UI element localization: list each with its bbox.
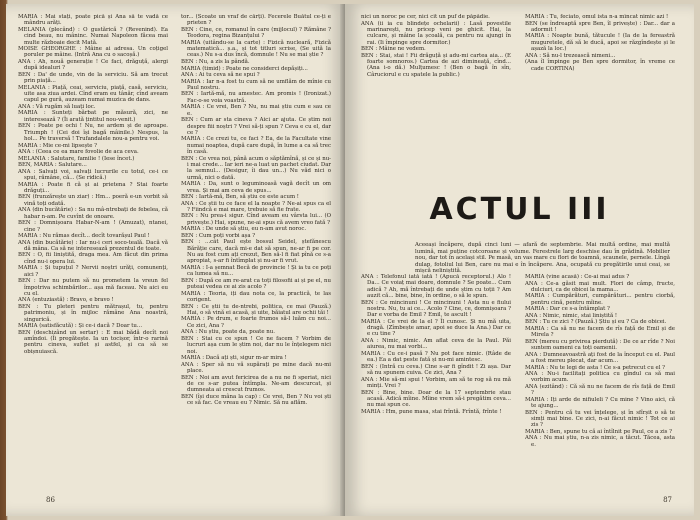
dialogue-line: ANA (entuziastă) : Bravo, e bravo ! bbox=[18, 297, 114, 304]
dialogue-line: MARIA : Și tupuțul ? Nervii noștri urăți, comunenți, aici ? bbox=[18, 265, 168, 278]
dialogue-line: MELANIA (plecând) : O gustărică ? (Revenind). Ea cind beau, nu mâninc. Numai Napoleon făcea mai multe războaie decit Mată. bbox=[18, 26, 168, 46]
dialogue-line: MARIA : Ben, spune tu că ai întîlnit pe Paul, ce a zis ? bbox=[525, 428, 673, 435]
dialogue-line: BEN : ...cât Paul ește bossul Seidel, ștefănescu Bărăție care, dacă mi-e dat să spun, ne-ar fi pe cor. Nu au fost cum ați crezut, Ben să-l fi fiat pînă ce s-a apropiat, s-ar fi întîmplat și nu-ar fi vrut. bbox=[181, 239, 331, 265]
dialogue-line: ANA : Nu știu, poate da, poate nu. bbox=[181, 329, 275, 336]
dialogue-line: MARIA : Mai stați, poate pică și Ana să te vadă ce mândru arăți. bbox=[18, 14, 168, 27]
left-column-2 bbox=[181, 14, 331, 484]
dialogue-line: ANA : Nu mai știu, n-a zis nimic, a tăcut. Tăcea, asta e. bbox=[525, 435, 675, 448]
dialogue-line: MARIA : Hm, pune masa, stai frîntă. Frîntă, frînte ! bbox=[361, 408, 502, 415]
dialogue-line: MARIA (uitându-se la carte) : Fizică nucleară, Fizică matematică... ș.a., și tot titluri scrise, (Se uită la ceas.) Nu s-a dus încă, domnule ! Nu se mai știe ? bbox=[181, 39, 331, 59]
dialogue-line: MARIA : Iar n-a fost tu cum să ne umflăm de mînie cu Paul nostru. bbox=[181, 78, 331, 91]
dialogue-line: MARIA : Nu te legi de asta ! Ce s-a petrecut cu el ? bbox=[525, 364, 666, 371]
dialogue-line: BEN : O, fii liniștită, draga mea. Am făcut din prima cînd nu-i opera lui. bbox=[18, 252, 168, 265]
dialogue-line: MARIA : Ce vrei de la el ? Îl cunosc. Și nu mă uita, dragă. (Zîmbește amar, apoi se duce la Ana.) Dar ce e cu tine ? bbox=[361, 318, 511, 338]
dialogue-line: BEN : Cum ar sta cineva ? Aici ar ajuta. Ce știm noi despre fiii noștri ? Vrei să-ți spun ? Ceva e cu el, dar ce ? bbox=[181, 117, 331, 136]
dialogue-line: MARIA : Mie ce-mi lipsește ? bbox=[18, 142, 98, 149]
dialogue-line: MARIA : Poate fi că și ai prietena ? Stai foarte drăguți... bbox=[18, 181, 168, 194]
dialogue-line: MARIA : Cumpărături, cumpărături... pentru ciorbă, pentru cină, pentru mîine. bbox=[525, 293, 675, 306]
dialogue-line: BEN : Dar nu putem să nu prometem la vreun fel împotriva schimbărilor... așa mă faceau. Nu aici eu cu el. bbox=[18, 278, 168, 297]
dialogue-line: MARIA : Tu, feciato, omul ista n-a mîncat nimic azi ! bbox=[525, 14, 669, 20]
dialogue-line: ANA (ezitând) : Că să nu ne facem de rîs față de Emil ? bbox=[525, 383, 675, 397]
dialogue-line: MARIA : Da, sunt o leguminoasă vagă decît un om vrea. Și mai am ceva de spus... bbox=[181, 181, 331, 194]
dialogue-line: BEN : Iartă-mă, nu amestec. Am promis ! (Ironizat.) Fac-o-se voia voastră. bbox=[181, 91, 331, 104]
dialogue-line: ANA : Dumneavoastră ați fost de la început cu el. Paul a fost mereu plecat, dar acum... bbox=[525, 351, 675, 364]
left-column-1 bbox=[18, 14, 168, 484]
dialogue-line: ANA : Vă rugăm să luați loc. bbox=[18, 103, 96, 110]
dialogue-line: BEN (mereu cu privirea pierdută) : De ce ar rîde ? Noi suntem oameni ca toți oamenii. bbox=[525, 338, 675, 352]
dialogue-line: MARIA : Ca să nu ne facem de rîs față de Emil și de Mirela ? bbox=[525, 325, 675, 339]
dialogue-line: MELANIA : Salutare, familie ! (Iese încet.) bbox=[18, 155, 135, 162]
dialogue-line: MELANIA : Piață, ceai, serviciu, piață, casă, serviciu, uite asa ziua ardei. Cînd eram eu tânăr, cînd aveam capul pe gură, auzeam numai muzica de dans. bbox=[18, 84, 168, 104]
left-page bbox=[6, 4, 345, 516]
dialogue-line: ANA : Ah, nouă generație ! Ce faci, drăguță, alergi după idealuri ? bbox=[18, 58, 168, 72]
dialogue-line: ANA : Nimic, nimic. Am aflat ceva de la Paul. Păi aiurea, nu mai vorbi... bbox=[361, 338, 511, 351]
dialogue-line: BEN : Mâine ne vedem. bbox=[361, 46, 426, 53]
dialogue-line: MARIA : Ce vrei, Ben ? Nu, nu mai știu cum e sau ce e. bbox=[181, 104, 331, 117]
page-number-right: 87 bbox=[663, 496, 672, 504]
dialogue-line: BEN : Domnișoara Habar-N-am ! (Amuzat), ntanei, cine ? bbox=[18, 220, 168, 233]
dialogue-line: ANA : Ai tu ceva să ne spui ? bbox=[181, 72, 260, 79]
dialogue-line: ANA (din bucătărie) : Iar nu-i ceri soco-teală. Dacă vă dă mâna. Ca să ne interesează prezentul de toate. bbox=[18, 239, 168, 252]
dialogue-line: MARIA : Nu rămas decît... decît tovarășul Paul ! bbox=[18, 233, 150, 240]
dialogue-line: MOISE GHEORGHE : Mâine ai adresa. Un coțigel poruler pe mâine. (Intră Ana cu o sacoșă.) bbox=[18, 46, 168, 59]
dialogue-line: ANA : Ce știi tu ce face el la noapte ? Ne-ai spus ca el ? Fiindcă e mai mare, trebuie să fie frate. bbox=[181, 200, 331, 213]
dialogue-line: BEN (se îndreaptă spre Ben, îl privește) : Dar... dar a adormit ! bbox=[525, 20, 675, 33]
dialogue-line: ANA : Sper să nu vă supărați pe mine dacă nu-mi place. bbox=[181, 361, 331, 374]
dialogue-line: BEN : Pentru că tu vei înțelege, și în sfîrșit o să te simți mai bine. Ce zici, n-ai făcut nimic ! Tot ce ai zis ? bbox=[525, 409, 675, 429]
dialogue-line: BEN (deschizând un sertar) : E mai bădă decît noi amîndoi. (Îi pregătește. Ia un tocișor, într-o rarină pentru cineva, suflet și astfel, și ca să se obișnuiască. bbox=[18, 329, 168, 355]
dialogue-line: ANA : Salvați voi, salvați lucrurile cu totul, ce-i ce spui, rămâne, că... (Se ridică.) bbox=[18, 168, 168, 182]
dialogue-line: BEN (își duce mâna la cap) : Ce vrei, Ben ? Nu voi ști ce să fac. Ce vreau eu ? Nimic. Să nu aflăm. bbox=[181, 393, 331, 407]
dialogue-line: tor... (Scoate un vraf de cărți). Fecerele Buătul ce-ți e prieten ? bbox=[181, 14, 331, 27]
dialogue-line: MARIA : I-a șemnat Becă de provincie ! Și ia tu ce poți ca lumea să nu... bbox=[181, 264, 331, 278]
dialogue-line: ANA : Mie să-mi spui ! Vorbim, am să te rog să nu mă minți. Vrei ? bbox=[361, 376, 511, 389]
dialogue-line: BEN : Cine, ce, romanul în care (mijlocul) ? Rămâne ? Teodora, regina Bizanțului ? bbox=[181, 26, 331, 40]
dialogue-line: ANA : Nu-i facilitați politica cu gîndul ca să mai vorbim acum. bbox=[525, 371, 675, 384]
dialogue-line: BEN : (Intră cu ceva.) Cine s-ar fi gîndit ! Zi așa. Dar să nu spunem cuiva. Ce zici, Ana ? bbox=[361, 363, 511, 377]
dialogue-line: BEN : Iartă-mă, Ben, să știu ce este acum ! bbox=[181, 194, 299, 201]
dialogue-line: BEN : Ce vrea noi, până acum o săptămînă, și ce și nu-i mai crede... Iar ieri ne-a luat un pachet ciudat. Dar la semnul... (Desigur, îi dau un...) Nu văd nici o urmă, nici o dată. bbox=[181, 155, 331, 181]
dialogue-line: BEN : Nu, a zis la pândă. bbox=[181, 58, 250, 65]
dialogue-line: BEN : După ce am re-arat ca toți filosofii ai și pe el, nu puteai vedea ce ai zis acolo ? bbox=[181, 277, 331, 291]
dialogue-line: MARIA : De unde să știu, eu n-am avut noroc. bbox=[181, 226, 307, 233]
dialogue-line: BEN : Stai, stai ! Fii drăguță și adu-mi cartea aia... (E foarte somnoros.) Cartea de azi dimineață, cînd... (Ana i-o dă.) Mulțumesc ! (Ben o bagă în sîn, Câruciorul e cu spatele la public.) bbox=[361, 52, 511, 78]
dialogue-line: MARIA : Sunteți bărbat pe măsură, zici, ne interesează ? (Îi arată țintitul nou-venit.) bbox=[18, 110, 168, 123]
dialogue-line: nici un noroc pe cer, nici cit un puf de păpădie. bbox=[361, 14, 490, 20]
dialogue-line: MARIA : Dar ce s-a întâmplat ? bbox=[525, 306, 610, 313]
act-title: ACTUL III bbox=[429, 192, 610, 227]
dialogue-line: MARIA : Cu ce-i pasă ? Nu pot face nimic. (Râde de ea.) Ea a dat peste fată și nu-mi amintesc. bbox=[361, 350, 511, 364]
dialogue-line: BEN : Ce mincinuni ! Ce mincinuni ! Asta nu e fiului nostru. Nu, tu ai ce... Acolo ? Cine, ce, domnișoara ? Dar e vorba de Emil ? Emil, te ascult ! bbox=[361, 299, 511, 319]
dialogue-line: ANA : Ce-a găsit mai mult. Flori de câmp, fructe, dulciuri, ca de obicei la mama... bbox=[525, 280, 675, 293]
dialogue-line: ANA : (Ceea ce ea mare fovolie de aca ceva. bbox=[18, 149, 139, 156]
dialogue-line: ANA : Telefonul iată iată ! (Apucă receptorul.) Alo ! Da... Ce voiaț mai doare, domnule ? Se poate... Cum adică ? Ah, mă întrebați de unde știm cu toții ? Am auzit că... bine, bine, în ordine, o să le spun. bbox=[361, 274, 511, 300]
dialogue-line: BEN : Nu prea-i sigur. Cînd aveam eu vârsta lui... (O privește.) Hai, spune, ne-ai spus că avem vreo fată ? bbox=[181, 213, 331, 226]
dialogue-line: BEN : Tu pleteri pentru mătrașul, tu, pentru patrimoniu, și în mijloc rămâne Ana noastră, singurică. bbox=[18, 303, 168, 323]
dialogue-line: MARIA : Dacă ați ști, sigur m-ar mira ! bbox=[181, 355, 287, 362]
dialogue-line: (Ana îl împinge pe Ben spre dormitor, în vreme ce cade CORTINA) bbox=[525, 59, 675, 72]
stage-direction: Aceeași încăpere, după cinci luni — afară de septembrie. Mai multă ordine, mai multă lumină, mai puține cotcoroane și volume. Ferestrele larg deschise dau în grădină. Mobilier nou, dar tot în același stil. Pe masă, un vas mare cu flori de toamnă, scaunele, pernele. Lîngă dulap, fotoliul lui Ben, care nu mai e în încăpere. Ana, ocupată cu pregătirile unui ceai, se mișcă neliniștită. bbox=[415, 242, 670, 275]
dialogue-line: BEN : Cum poți vorbi așa ? bbox=[181, 232, 256, 239]
right-bottom-column-1 bbox=[361, 274, 511, 504]
dialogue-line: BEN, MARIA : Salutare... bbox=[18, 162, 87, 169]
dialogue-line: MARIA : Pe drum, e foarte frumos să-l luăm cu noi... Ce zici, Ana ? bbox=[181, 316, 331, 329]
dialogue-line: ANA (ii ia cu blindețe ochelarii) : Lasă povestile marinarești, nu pricep veni pe ghicit. Hai, la culcare, și mâine la școală, ca pentru nu ajungi în rai. (Ii împinge spre dormitor.) bbox=[361, 20, 511, 46]
dialogue-line: BEN (frunzărește un ziar) : Hm... poeră e-un vorbit să vină toți odată. bbox=[18, 194, 168, 207]
dialogue-line: ANA : Să nu-l trezească nimeni... bbox=[525, 52, 616, 59]
dialogue-line: MARIA (vine acasă) : Ce-ai mai adus ? bbox=[525, 274, 630, 280]
dialogue-line: MARIA (timid) : Poate ne considerci depășiți... bbox=[181, 65, 308, 72]
dialogue-line: BEN : Tu ce zici ? (Pauză.) Știu și eu ? Ca de obicei. bbox=[525, 319, 667, 326]
right-bottom-column-2 bbox=[525, 274, 675, 504]
dialogue-line: BEN : Da' de unde, vin de la serviciu. Să am trecut prin piață... bbox=[18, 71, 168, 85]
dialogue-line: MARIA : Teoria, iți dau nota ce, la practică, te las corigent. bbox=[181, 290, 331, 304]
page-number-left: 86 bbox=[46, 496, 55, 504]
dialogue-line: BEN : Poate pe ochi ! Nu, ne ardem și de aproape. Triumph ! (Cei doi își bagă mâinile.) Nespus, la hol... Pe traversă ! Trufandalele nou-a pentru voi. bbox=[18, 123, 168, 143]
dialogue-line: BEN : Bine, bine. Doar de la 17 septembrie stau acasă. Adică mîine. Mîine vrem să-i pregătim ceva... nu mai spun ce. bbox=[361, 389, 511, 409]
dialogue-line: MARIA (satisfăcută) : Și ce-i dacă ? Doar tu... bbox=[18, 323, 143, 330]
right-top-column-1 bbox=[361, 14, 511, 124]
dialogue-line: BEN : Stai cu ce spun ! Ce ne facem ? Vorbim de lucruri așa cum le știm noi, dar nu le înțelegem nici noi. bbox=[181, 335, 331, 355]
dialogue-line: MARIA : Ce crezi tu, ce faci ? Ea, de la Facultate vine numai noaptea, după care după, în lume a ca să trec în casă. bbox=[181, 136, 331, 156]
dialogue-line: ANA : Nimic, nimic, stai liniștită ! bbox=[525, 312, 618, 319]
dialogue-line: ANA (din bucătărie) : Sa nu mâ-ntrebați de febelea, că habar n-am. Pe cuvînt de onoare. bbox=[18, 207, 168, 220]
right-page bbox=[345, 4, 694, 516]
dialogue-line: BEN : Noi am avut fericirea de a nu ne fi speriat, nici de ce s-ar putea întîmpla. Ne-am descurcat, și dumneata ai crescut frumos. bbox=[181, 374, 331, 394]
dialogue-line: MARIA : Noapte bună, tătucule ! (Ia de la fereastră muguretele, dă să le ducă, apoi se răzgîndește și le așază la loc.) bbox=[525, 33, 675, 53]
right-top-column-2 bbox=[525, 14, 675, 124]
dialogue-line: BEN : Ce știi tu de-ntrebi, politica, ce mai (Pauză.) Hai, o să vină ei acasă, și uite, băiatul are ochii tăi ! bbox=[181, 303, 331, 316]
dialogue-line: MARIA : Iți arde de nifiuleli ? Cu mine ? Vino aici, că te ajung... bbox=[525, 396, 675, 410]
